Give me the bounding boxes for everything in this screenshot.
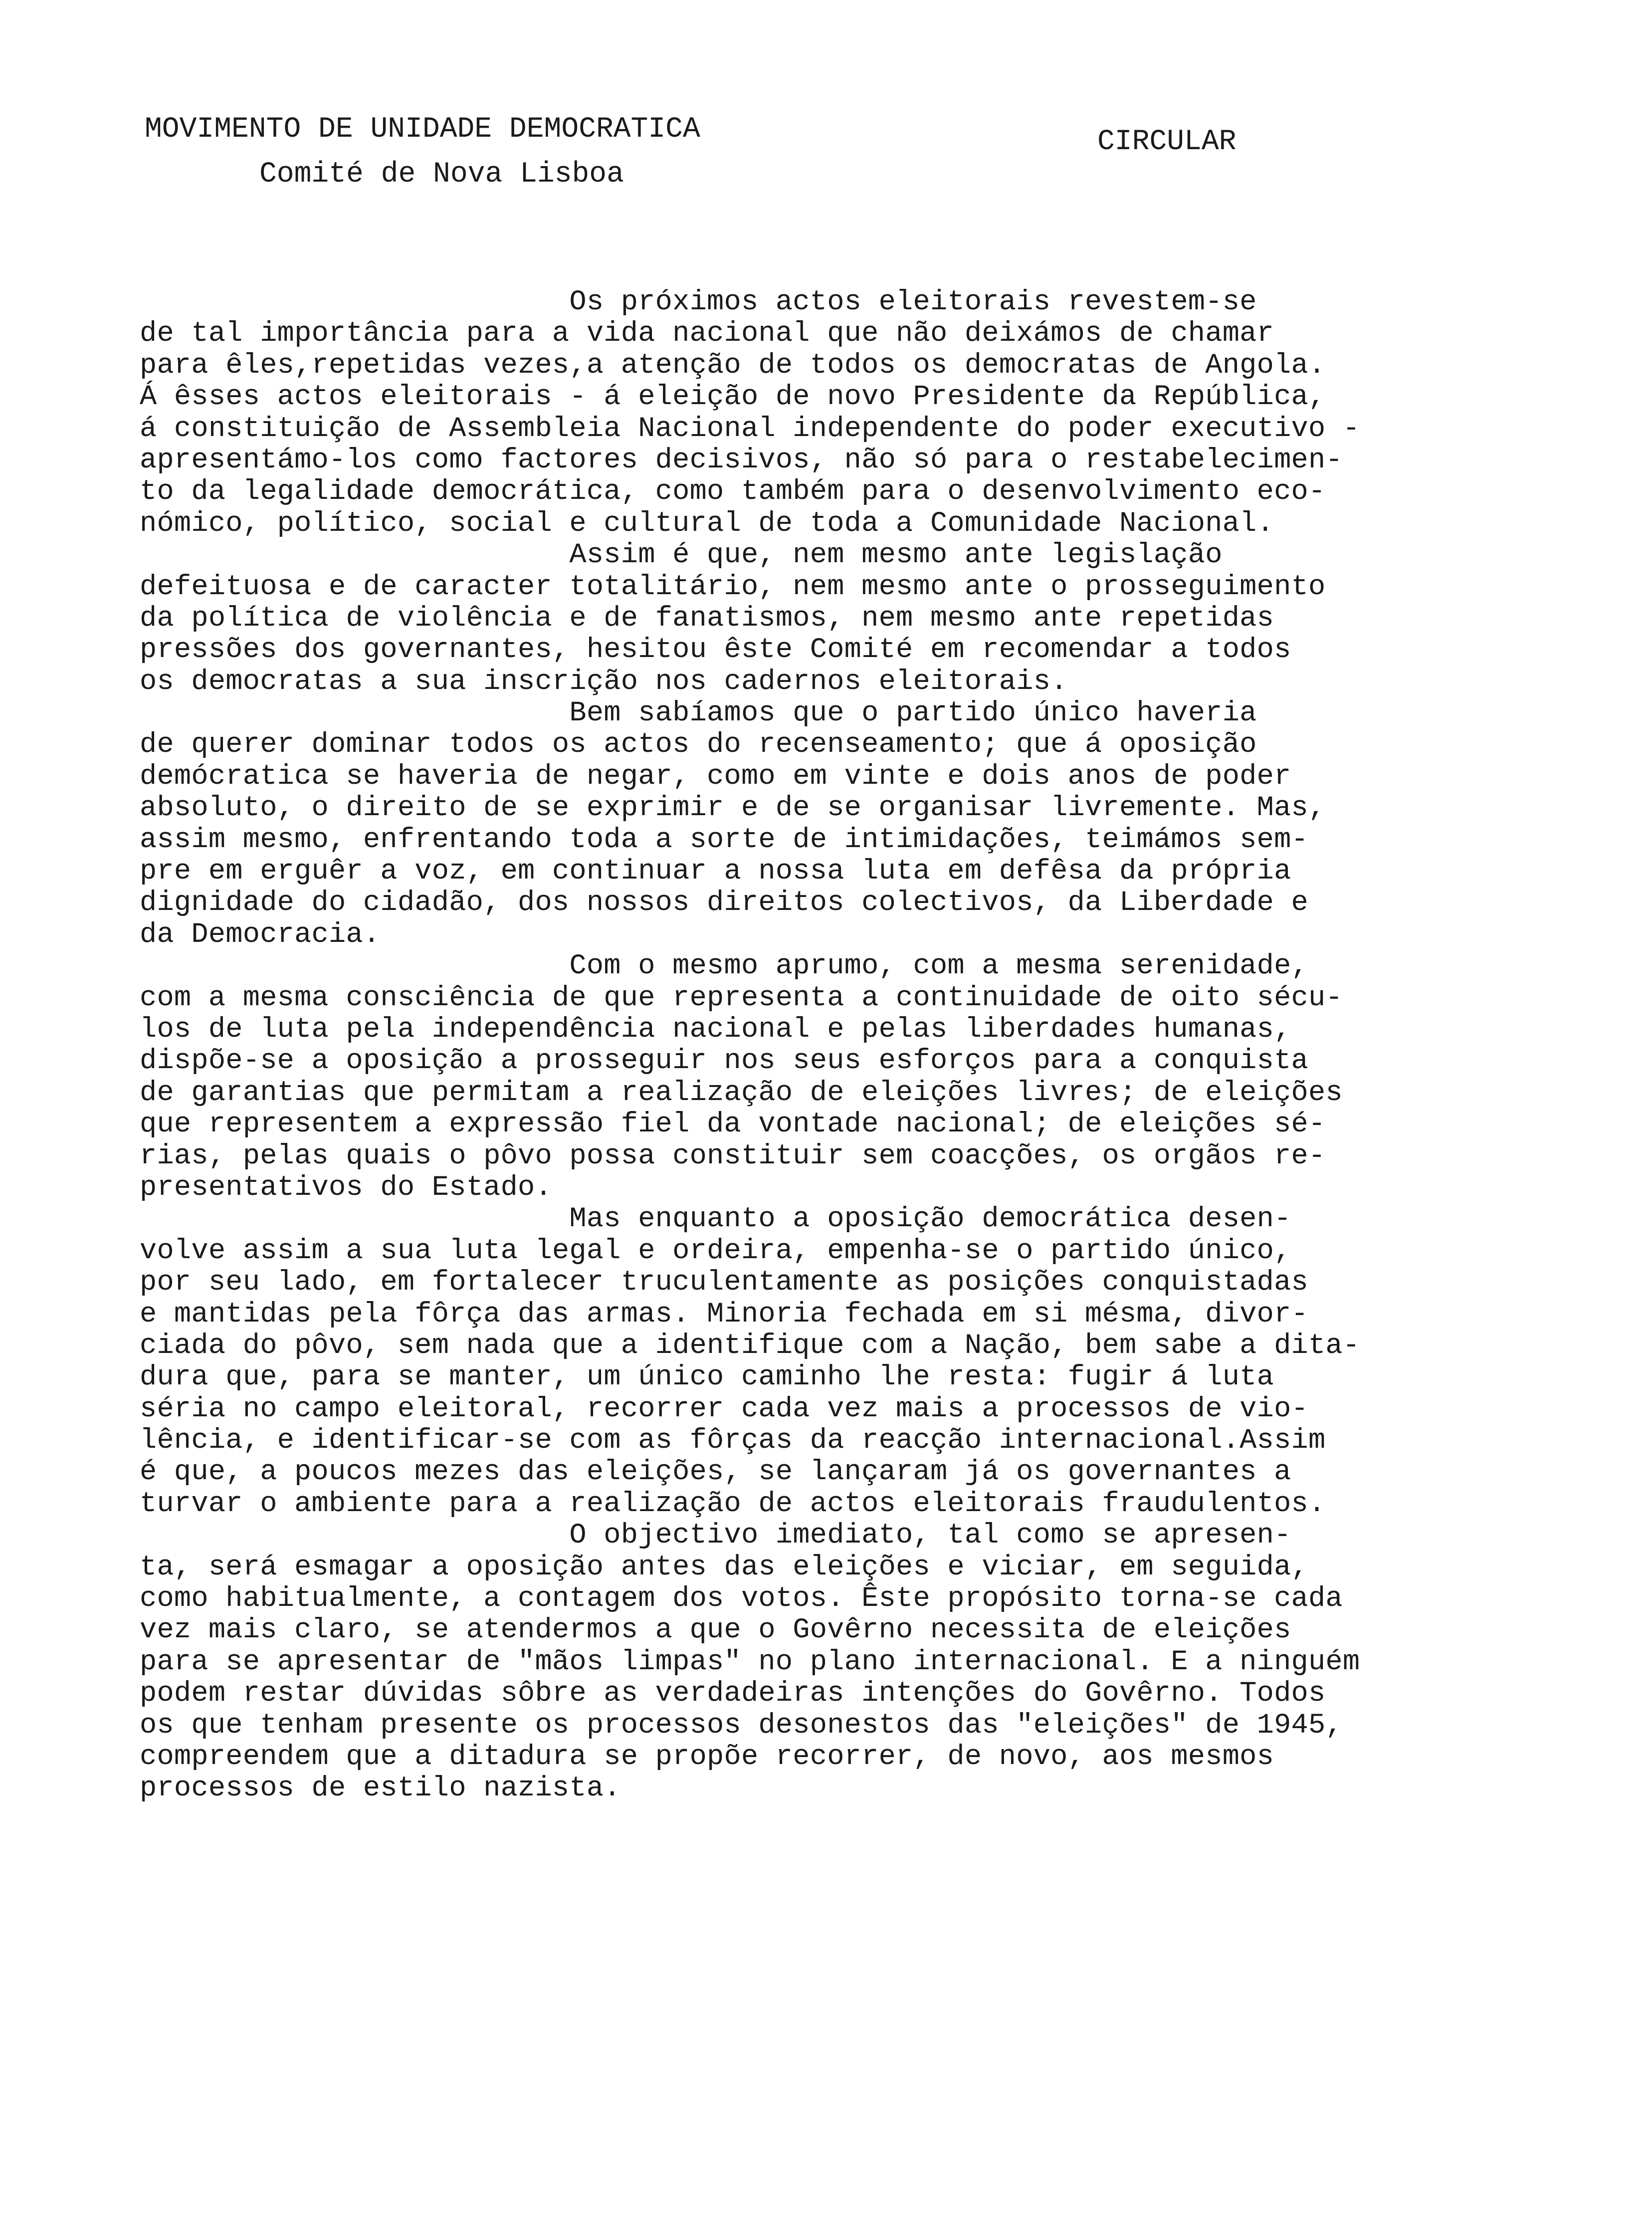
body-line: como habitualmente, a contagem dos votos. Êste propósito torna-se cada (140, 1583, 1343, 1615)
body-line: da Democracia. (140, 918, 381, 951)
body-line: pressões dos governantes, hesitou êste Comité em recomendar a todos (140, 634, 1291, 666)
body-line: da política de violência e de fanatismos, nem mesmo ante repetidas (140, 602, 1274, 635)
body-line: Bem sabíamos que o partido único haveria (140, 697, 1257, 730)
circular-body (140, 287, 1566, 1805)
body-line: demócratica se haveria de negar, como em vinte e dois anos de poder (140, 760, 1291, 793)
body-line: processos de estilo nazista. (140, 1773, 621, 1805)
body-line: absoluto, o direito de se exprimir e de se organisar livremente. Mas, (140, 792, 1326, 825)
body-line: para êles,repetidas vezes,a atenção de todos os democratas de Angola. (140, 349, 1326, 382)
body-line: ciada do pôvo, sem nada que a identifique com a Nação, bem sabe a dita- (140, 1330, 1360, 1362)
body-line: de garantias que permitam a realização de eleições livres; de eleições (140, 1077, 1343, 1109)
body-line: los de luta pela independência nacional e pelas liberdades humanas, (140, 1013, 1291, 1046)
body-line: os que tenham presente os processos desonestos das "eleições" de 1945, (140, 1709, 1343, 1742)
body-line: os democratas a sua inscrição nos cadernos eleitorais. (140, 666, 1068, 698)
committee-name: Comité de Nova Lisboa (259, 158, 624, 191)
organization-name: MOVIMENTO DE UNIDADE DEMOCRATICA (145, 113, 700, 146)
body-line: por seu lado, em fortalecer truculentamente as posições conquistadas (140, 1267, 1308, 1299)
body-line: dura que, para se manter, um único caminho lhe resta: fugir á luta (140, 1361, 1274, 1394)
body-line: podem restar dúvidas sôbre as verdadeiras intenções do Govêrno. Todos (140, 1678, 1326, 1710)
body-line: séria no campo eleitoral, recorrer cada vez mais a processos de vio- (140, 1393, 1308, 1425)
body-line: presentativos do Estado. (140, 1171, 552, 1204)
body-line: compreendem que a ditadura se propõe recorrer, de novo, aos mesmos (140, 1741, 1274, 1773)
body-line: assim mesmo, enfrentando toda a sorte de intimidações, teimámos sem- (140, 824, 1308, 856)
body-line: Com o mesmo aprumo, com a mesma serenidade, (140, 950, 1308, 983)
body-line: e mantidas pela fôrça das armas. Minoria fechada em si mésma, divor- (140, 1298, 1308, 1331)
body-line: com a mesma consciência de que representa a continuidade de oito sécu- (140, 982, 1343, 1014)
body-line: ta, será esmagar a oposição antes das eleições e viciar, em seguida, (140, 1551, 1308, 1583)
body-line: apresentámo-los como factores decisivos, não só para o restabelecimen- (140, 444, 1343, 476)
body-line: Assim é que, nem mesmo ante legislação (140, 539, 1223, 572)
body-line: dispõe-se a oposição a prosseguir nos seus esforços para a conquista (140, 1045, 1308, 1078)
body-line: pre em erguêr a voz, em continuar a nossa luta em defêsa da própria (140, 856, 1291, 888)
body-line: vez mais claro, se atendermos a que o Govêrno necessita de eleições (140, 1614, 1291, 1647)
body-line: é que, a poucos mezes das eleições, se lançaram já os governantes a (140, 1456, 1291, 1489)
body-line: que representem a expressão fiel da vontade nacional; de eleições sé- (140, 1109, 1326, 1141)
body-line: de querer dominar todos os actos do recenseamento; que á oposição (140, 729, 1257, 761)
body-line: volve assim a sua luta legal e ordeira, empenha-se o partido único, (140, 1235, 1291, 1267)
body-line: defeituosa e de caracter totalitário, nem mesmo ante o prosseguimento (140, 571, 1326, 603)
document-type: CIRCULAR (1097, 126, 1237, 158)
body-line: á constituição de Assembleia Nacional independente do poder executivo - (140, 413, 1360, 445)
body-line: dignidade do cidadão, dos nossos direitos colectivos, da Liberdade e (140, 887, 1308, 919)
body-line: Á êsses actos eleitorais - á eleição de novo Presidente da República, (140, 381, 1326, 414)
body-line: rias, pelas quais o pôvo possa constituir sem coacções, os orgãos re- (140, 1140, 1326, 1172)
body-line: Os próximos actos eleitorais revestem-se (140, 286, 1257, 318)
body-line: lência, e identificar-se com as fôrças da reacção internacional.Assim (140, 1425, 1326, 1457)
body-line: turvar o ambiente para a realização de actos eleitorais fraudulentos. (140, 1488, 1326, 1520)
letterhead (145, 107, 700, 197)
body-line: para se apresentar de "mãos limpas" no plano internacional. E a ninguém (140, 1646, 1360, 1678)
body-line: to da legalidade democrática, como também para o desenvolvimento eco- (140, 476, 1326, 508)
body-line: de tal importância para a vida nacional que não deixámos de chamar (140, 318, 1274, 350)
body-line: O objectivo imediato, tal como se apresen- (140, 1520, 1291, 1552)
body-line: Mas enquanto a oposição democrática desen- (140, 1203, 1291, 1236)
body-line: nómico, político, social e cultural de toda a Comunidade Nacional. (140, 507, 1274, 540)
